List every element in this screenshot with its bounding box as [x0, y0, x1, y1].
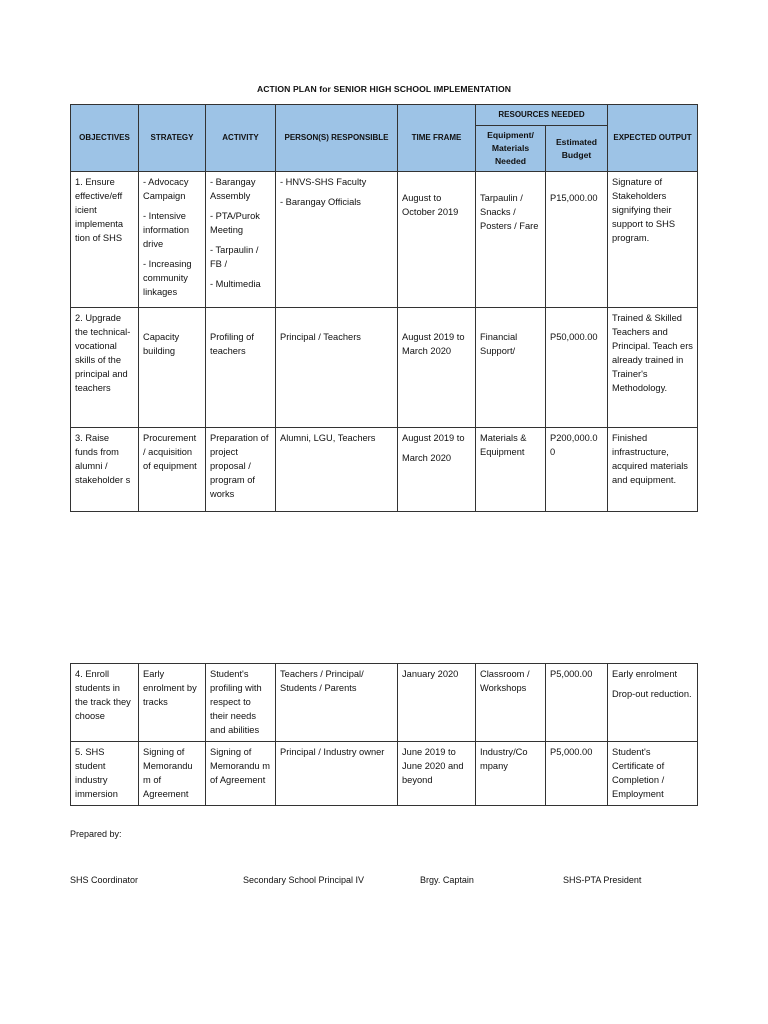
cell-text: Materials & Equipment: [480, 433, 527, 457]
equipment-cell: [476, 664, 546, 742]
persons-responsible-cell: [276, 428, 398, 512]
persons-responsible-cell: [276, 742, 398, 806]
budget-cell: [546, 308, 608, 428]
time-frame-cell: [398, 308, 476, 428]
cell-text: Student's Certificate of Completion / Employment: [612, 747, 665, 799]
time-frame-cell: [398, 742, 476, 806]
equipment-cell: [476, 742, 546, 806]
cell-text: Early enrolment: [612, 669, 678, 679]
equipment-cell: [476, 172, 546, 308]
expected-output-cell: [608, 172, 698, 308]
budget-cell: [546, 664, 608, 742]
cell-text: Financial Support/: [480, 332, 518, 356]
header-strategy: STRATEGY: [139, 105, 206, 172]
objective-cell: [71, 172, 139, 308]
activity-cell: [206, 308, 276, 428]
cell-text: 5. SHS student industry immersion: [75, 747, 118, 799]
equipment-cell: [476, 308, 546, 428]
strategy-cell: [139, 664, 206, 742]
action-plan-rows-part-1: [71, 172, 698, 512]
action-plan-table-part-2: [70, 663, 698, 806]
header-objectives: OBJECTIVES: [71, 105, 139, 172]
cell-text: Early enrolment by tracks: [143, 669, 197, 707]
expected-output-cell: [608, 308, 698, 428]
cell-text: 1. Ensure effective/eff icient implementa tion of SHS: [75, 177, 124, 243]
cell-text: Principal / Teachers: [280, 332, 361, 342]
cell-text: P50,000.00: [550, 332, 598, 342]
signatory-pta-president: SHS-PTA President: [563, 875, 642, 885]
cell-text: Capacity building: [143, 332, 180, 356]
table-row: [71, 742, 698, 806]
budget-cell: [546, 172, 608, 308]
cell-text: January 2020: [402, 669, 459, 679]
header-resources-needed: RESOURCES NEEDED: [476, 105, 608, 126]
cell-text: Signing of Memorandu m of Agreement: [143, 747, 193, 799]
cell-text: - HNVS-SHS Faculty: [280, 177, 367, 187]
cell-text: P5,000.00: [550, 747, 593, 757]
activity-cell: [206, 172, 276, 308]
cell-text: June 2019 to June 2020 and beyond: [402, 747, 464, 785]
cell-text: P200,000.0 0: [550, 433, 598, 457]
cell-text: - Multimedia: [210, 279, 261, 289]
cell-text: - Intensive information drive: [143, 211, 189, 249]
cell-text: - Barangay Officials: [280, 197, 361, 207]
signatory-brgy-captain: Brgy. Captain: [420, 875, 474, 885]
header-equipment-materials: Equipment/ Materials Needed: [476, 126, 546, 172]
cell-text: P15,000.00: [550, 193, 598, 203]
cell-text: - Advocacy Campaign: [143, 177, 189, 201]
cell-text: Teachers / Principal/ Students / Parents: [280, 669, 364, 693]
cell-text: Procurement / acquisition of equipment: [143, 433, 197, 471]
cell-text: Alumni, LGU, Teachers: [280, 433, 376, 443]
strategy-cell: [139, 172, 206, 308]
time-frame-cell: [398, 664, 476, 742]
table-row: [71, 664, 698, 742]
strategy-cell: [139, 742, 206, 806]
activity-cell: [206, 742, 276, 806]
cell-text: August 2019 to: [402, 433, 465, 443]
action-plan-rows-part-2: [71, 664, 698, 806]
equipment-cell: [476, 428, 546, 512]
table-row: [71, 172, 698, 308]
objective-cell: [71, 308, 139, 428]
table-row: [71, 428, 698, 512]
cell-text: P5,000.00: [550, 669, 593, 679]
activity-cell: [206, 664, 276, 742]
cell-text: Student's profiling with respect to their needs and abilities: [210, 669, 262, 735]
objective-cell: [71, 664, 139, 742]
budget-cell: [546, 742, 608, 806]
cell-text: - Increasing community linkages: [143, 259, 192, 297]
cell-text: Finished infrastructure, acquired materials and equipment.: [612, 433, 688, 485]
objective-cell: [71, 428, 139, 512]
table-row: [71, 308, 698, 428]
strategy-cell: [139, 428, 206, 512]
time-frame-cell: [398, 428, 476, 512]
budget-cell: [546, 428, 608, 512]
cell-text: Tarpaulin / Snacks / Posters / Fare: [480, 193, 539, 231]
time-frame-cell: [398, 172, 476, 308]
cell-text: Signing of Memorandu m of Agreement: [210, 747, 270, 785]
header-estimated-budget: Estimated Budget: [546, 126, 608, 172]
signatory-shs-coordinator: SHS Coordinator: [70, 875, 139, 885]
signatory-school-principal: Secondary School Principal IV: [243, 875, 365, 885]
persons-responsible-cell: [276, 308, 398, 428]
cell-text: - Barangay Assembly: [210, 177, 256, 201]
cell-text: 3. Raise funds from alumni / stakeholder s: [75, 433, 131, 485]
activity-cell: [206, 428, 276, 512]
cell-text: 2. Upgrade the technical-vocational skills of the principal and teachers: [75, 313, 131, 393]
cell-text: August 2019 to March 2020: [402, 332, 465, 356]
cell-text: Preparation of project proposal / program of works: [210, 433, 269, 499]
document-title: ACTION PLAN for SENIOR HIGH SCHOOL IMPLEMENTATION: [256, 84, 512, 94]
cell-text: Profiling of teachers: [210, 332, 254, 356]
cell-text: 4. Enroll students in the track they choose: [75, 669, 131, 721]
persons-responsible-cell: [276, 172, 398, 308]
header-time-frame: TIME FRAME: [398, 105, 476, 172]
expected-output-cell: [608, 664, 698, 742]
persons-responsible-cell: [276, 664, 398, 742]
cell-text: August to October 2019: [402, 193, 459, 217]
cell-text: Principal / Industry owner: [280, 747, 385, 757]
objective-cell: [71, 742, 139, 806]
expected-output-cell: [608, 742, 698, 806]
cell-text: Classroom / Workshops: [480, 669, 530, 693]
header-expected-output: EXPECTED OUTPUT: [608, 105, 698, 172]
cell-text: - Tarpaulin / FB /: [210, 245, 259, 269]
cell-text: Signature of Stakeholders signifying their support to SHS program.: [612, 177, 676, 243]
cell-text: - PTA/Purok Meeting: [210, 211, 260, 235]
prepared-by-label: Prepared by:: [70, 829, 122, 839]
action-plan-table-part-1: [70, 104, 698, 512]
cell-text: Industry/Co mpany: [480, 747, 528, 771]
cell-text: Drop-out reduction.: [612, 689, 692, 699]
header-persons-responsible: PERSON(S) RESPONSIBLE: [276, 105, 398, 172]
expected-output-cell: [608, 428, 698, 512]
cell-text: March 2020: [402, 453, 452, 463]
strategy-cell: [139, 308, 206, 428]
cell-text: Trained & Skilled Teachers and Principal. Teach ers already trained in Trainer's Methodology.: [612, 313, 693, 393]
header-activity: ACTIVITY: [206, 105, 276, 172]
